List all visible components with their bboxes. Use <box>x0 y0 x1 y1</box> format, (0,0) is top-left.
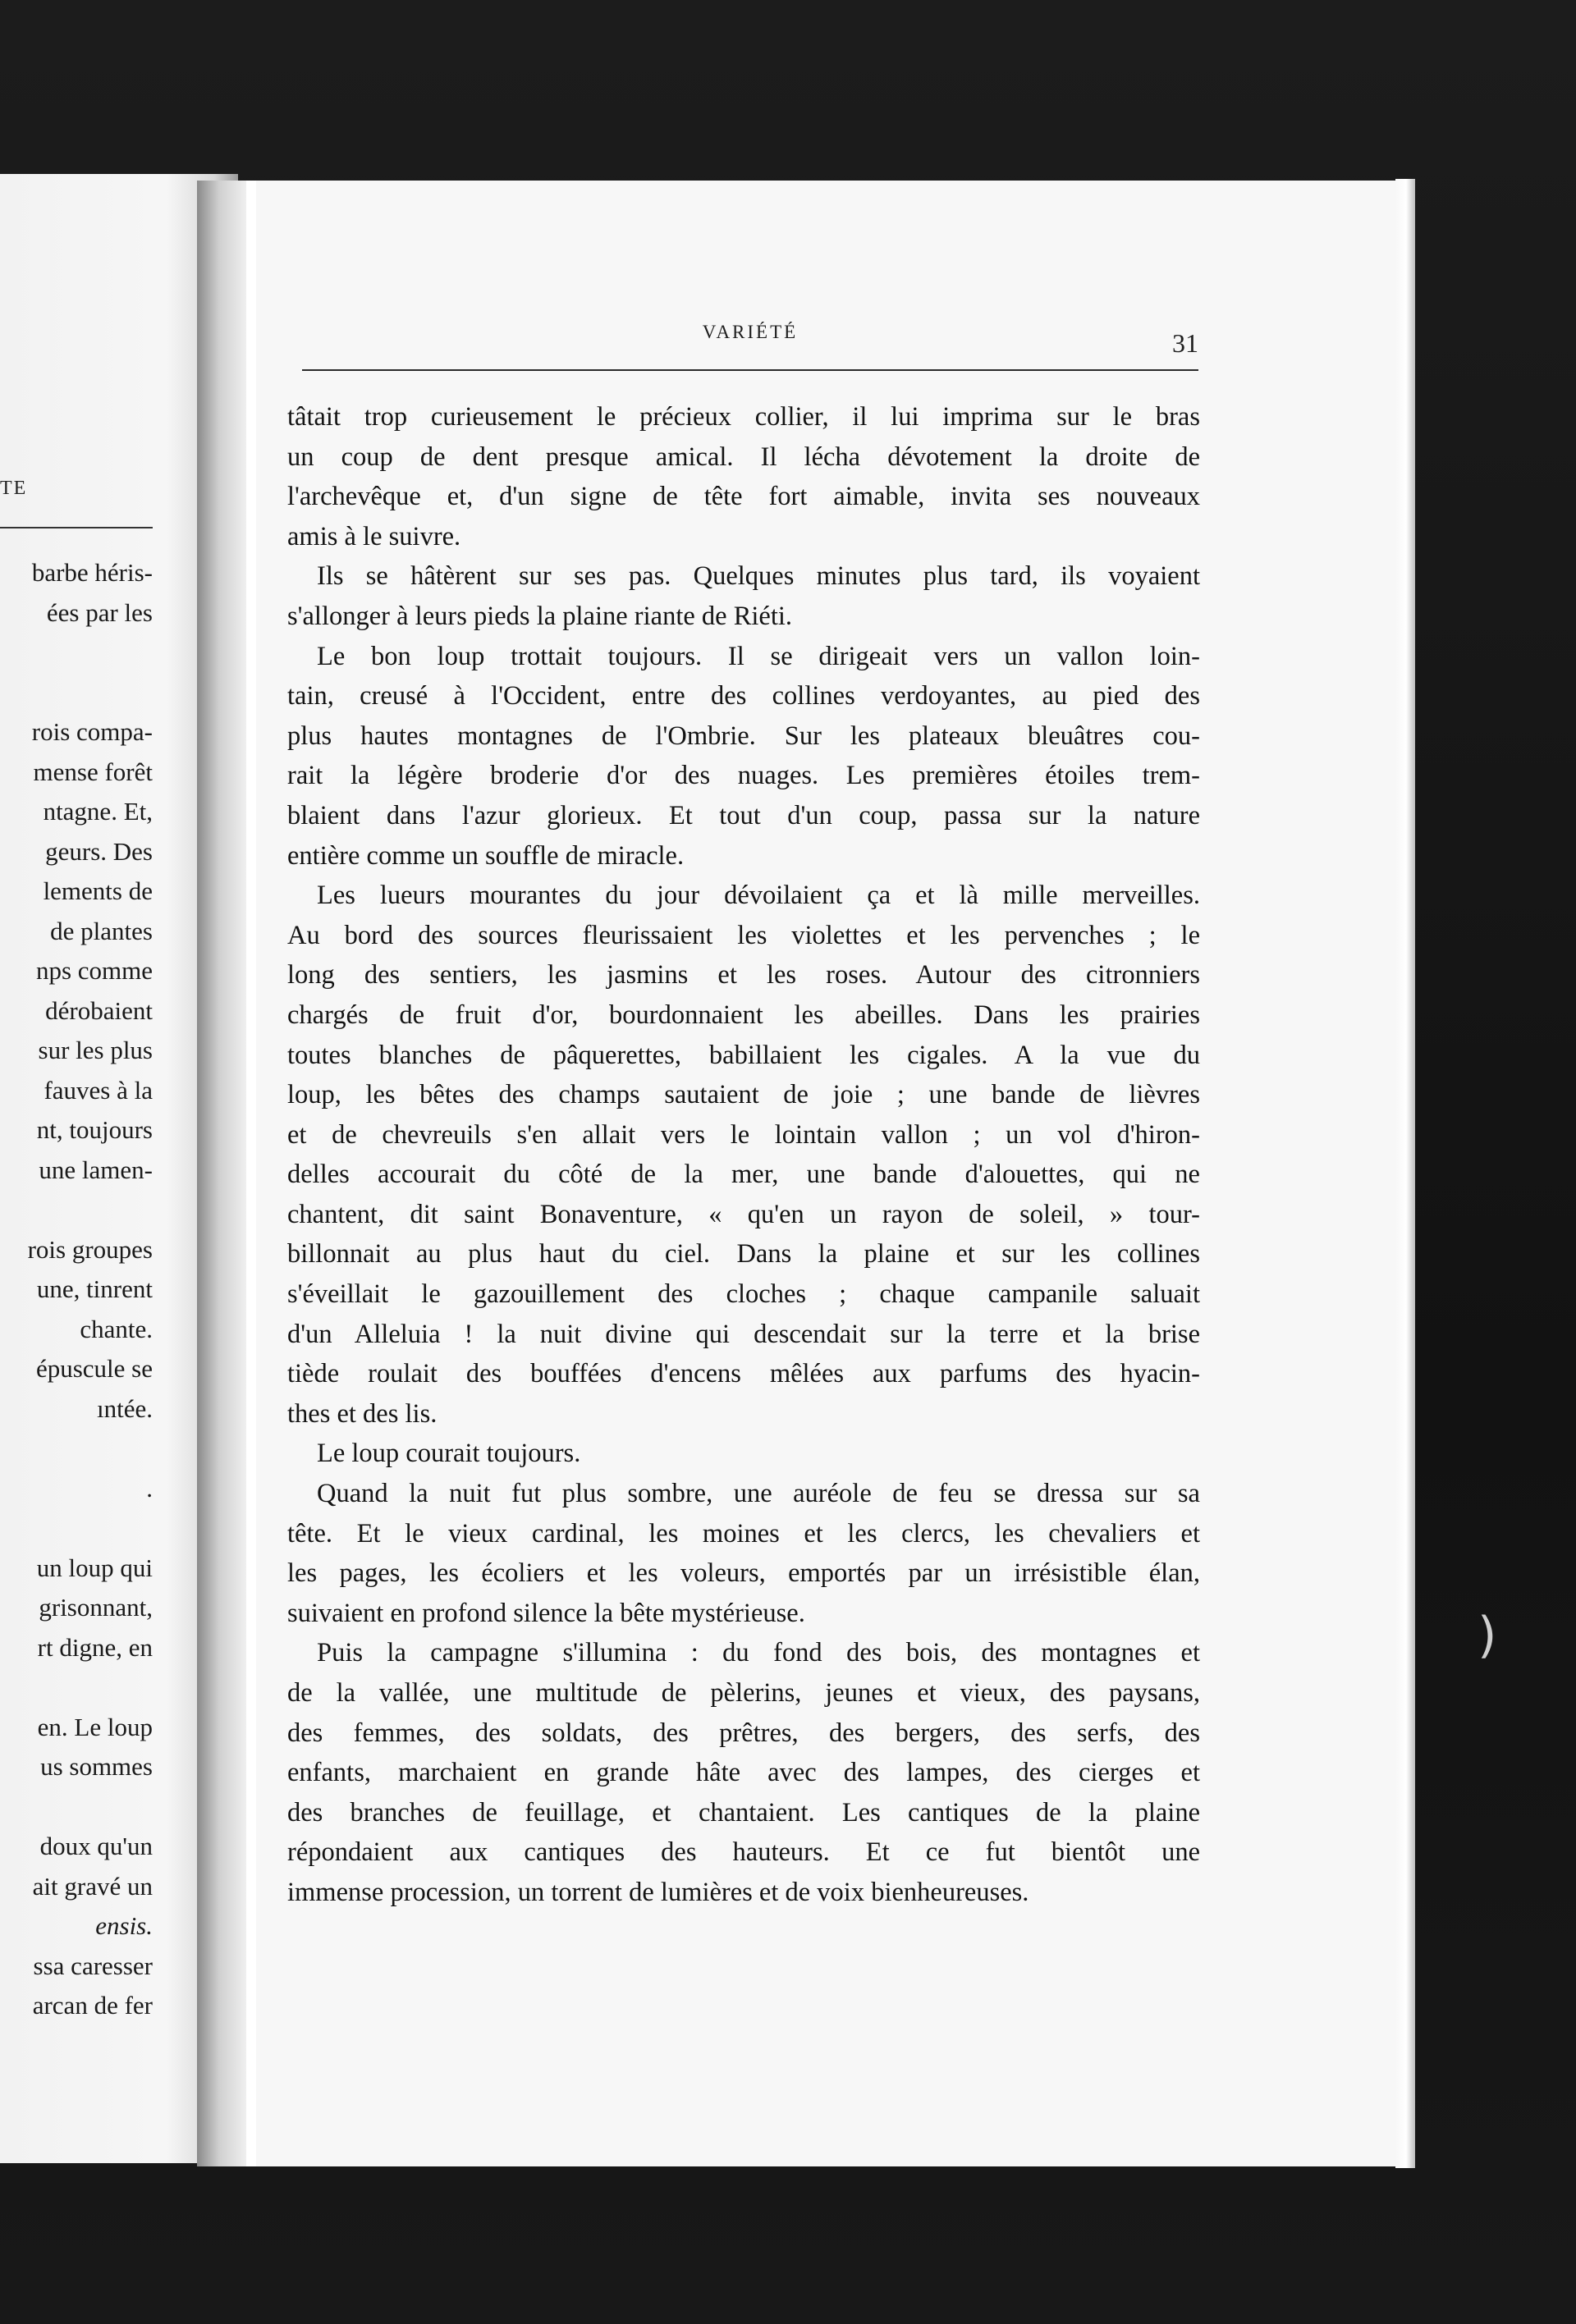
previous-page-text <box>0 553 153 2026</box>
previous-page-line: fauves à la <box>44 1075 153 1105</box>
previous-page-line <box>0 1429 153 1469</box>
previous-page-line: ntagne. Et, <box>43 797 153 826</box>
text-line: plus hautes montagnes de l'Ombrie. Sur les plateaux bleuâtres cou- <box>287 721 1200 751</box>
text-line: chargés de fruit d'or, bourdonnaient les abeilles. Dans les prairies <box>287 1000 1200 1030</box>
text-line: répondaient aux cantiques des hauteurs. Et ce fut bientôt une <box>287 1837 1200 1868</box>
text-line: de la vallée, une multitude de pèlerins, jeunes et vieux, des paysans, <box>287 1678 1200 1708</box>
previous-page-line: ées par les <box>46 597 153 627</box>
previous-page-line: chante. <box>80 1314 153 1343</box>
previous-page-line: rois groupes <box>27 1234 153 1264</box>
previous-page-line: un loup qui <box>36 1553 153 1582</box>
previous-page-line: ıntée. <box>97 1393 153 1423</box>
previous-page-line <box>0 1787 153 1828</box>
previous-page-line: en. Le loup <box>37 1712 153 1741</box>
text-line: billonnait au plus haut du ciel. Dans la plaine et sur les collines <box>287 1239 1200 1270</box>
text-line: Quand la nuit fut plus sombre, une auréole de feu se dressa sur sa <box>317 1479 1200 1509</box>
text-line: loup, les bêtes des champs sautaient de joie ; une bande de lièvres <box>287 1080 1200 1110</box>
previous-page-line <box>0 1668 153 1708</box>
previous-page-line: de plantes <box>50 916 153 945</box>
previous-page-running-head: TE <box>0 478 28 499</box>
text-line: des femmes, des soldats, des prêtres, des bergers, des serfs, des <box>287 1718 1200 1748</box>
previous-page-line: . <box>146 1473 153 1503</box>
scan-artifact: ) <box>1478 1607 1497 1664</box>
text-line: tête. Et le vieux cardinal, les moines et les clercs, les chevaliers et <box>287 1518 1200 1549</box>
previous-page-line: une lamen- <box>39 1155 153 1184</box>
running-title: VARIÉTÉ <box>702 322 799 342</box>
book-gutter <box>197 181 246 2166</box>
previous-page-line: barbe héris- <box>31 558 153 587</box>
text-line: rait la légère broderie d'or des nuages. Les premières étoiles trem- <box>287 761 1200 791</box>
previous-page-line: sur les plus <box>38 1036 153 1064</box>
text-line: tâtait trop curieusement le précieux collier, il lui imprima sur le bras <box>287 402 1200 432</box>
text-line: Ils se hâtèrent sur ses pas. Quelques minutes plus tard, ils voyaient <box>317 561 1200 592</box>
text-line: un coup de dent presque amical. Il lécha dévotement la droite de <box>287 441 1200 472</box>
previous-page-line: rois compa- <box>31 717 153 746</box>
previous-page-line: nt, toujours <box>36 1115 153 1144</box>
previous-page-line: doux qu'un <box>39 1832 153 1860</box>
previous-page-line <box>0 633 153 673</box>
header-rule <box>302 369 1198 371</box>
text-line: Au bord des sources fleurissaient les violettes et les pervenches ; le <box>287 920 1200 950</box>
text-line: entière comme un souffle de miracle. <box>287 840 685 871</box>
page-edge <box>1395 179 1415 2168</box>
text-line: tain, creusé à l'Occident, entre des collines verdoyantes, au pied des <box>287 681 1200 711</box>
text-line: Les lueurs mourantes du jour dévoilaient ça et là mille merveilles. <box>317 881 1200 911</box>
previous-page-line <box>0 673 153 713</box>
page-number: 31 <box>1172 328 1198 358</box>
previous-page-line: une, tinrent <box>36 1274 153 1303</box>
text-line: Le bon loup trottait toujours. Il se dirigeait vers un vallon loin- <box>317 641 1200 671</box>
previous-page-line: ait gravé un <box>32 1871 153 1901</box>
text-line: des branches de feuillage, et chantaient. Les cantiques de la plaine <box>287 1797 1200 1828</box>
previous-page-line: ssa caresser <box>33 1951 153 1980</box>
text-line: blaient dans l'azur glorieux. Et tout d'un coup, passa sur la nature <box>287 800 1200 830</box>
body-text <box>287 397 1200 1913</box>
text-line: enfants, marchaient en grande hâte avec des lampes, des cierges et <box>287 1758 1200 1788</box>
text-line: chantent, dit saint Bonaventure, « qu'en un rayon de soleil, » tour- <box>287 1199 1200 1229</box>
text-line: et de chevreuils s'en allait vers le lointain vallon ; un vol d'hiron- <box>287 1119 1200 1150</box>
previous-page-rule <box>0 527 153 528</box>
previous-page-line: rt digne, en <box>37 1632 153 1662</box>
text-line: thes et des lis. <box>287 1398 438 1429</box>
text-line: les pages, les écoliers et les voleurs, emportés par un irrésistible élan, <box>287 1558 1200 1589</box>
previous-page-line <box>0 1190 153 1230</box>
previous-page-line <box>0 1508 153 1549</box>
text-line: Le loup courait toujours. <box>317 1439 581 1469</box>
previous-page-line: geurs. Des <box>45 836 153 866</box>
previous-page-line: épuscule se <box>35 1354 153 1383</box>
text-line: immense procession, un torrent de lumières et de voix bienheureuses. <box>287 1877 1029 1907</box>
text-line: l'archevêque et, d'un signe de tête fort aimable, invita ses nouveaux <box>287 482 1200 512</box>
previous-page-line: mense forêt <box>33 757 153 786</box>
text-line: tiède roulait des bouffées d'encens mêlées aux parfums des hyacin- <box>287 1359 1200 1389</box>
text-line: suivaient en profond silence la bête mystérieuse. <box>287 1598 805 1628</box>
text-line: Puis la campagne s'illumina : du fond des bois, des montagnes et <box>317 1638 1200 1668</box>
previous-page-line: ensis. <box>95 1911 153 1940</box>
previous-page-line: grisonnant, <box>39 1593 153 1622</box>
text-line: d'un Alleluia ! la nuit divine qui descendait sur la terre et la brise <box>287 1319 1200 1349</box>
previous-page-line: arcan de fer <box>32 1991 153 2020</box>
previous-page-line: nps comme <box>35 956 153 985</box>
text-line: s'éveillait le gazouillement des cloches ; chaque campanile saluait <box>287 1279 1200 1310</box>
previous-page-line: dérobaient <box>45 995 153 1025</box>
previous-page-line: lements de <box>43 876 153 905</box>
text-line: amis à le suivre. <box>287 521 461 551</box>
text-line: long des sentiers, les jasmins et les roses. Autour des citronniers <box>287 960 1200 990</box>
running-head <box>302 322 1198 358</box>
text-line: toutes blanches de pâquerettes, babillaient les cigales. A la vue du <box>287 1040 1200 1070</box>
text-line: s'allonger à leurs pieds la plaine riante de Riéti. <box>287 601 793 631</box>
previous-page-line: us sommes <box>40 1752 153 1781</box>
text-line: delles accourait du côté de la mer, une bande d'alouettes, qui ne <box>287 1160 1200 1190</box>
